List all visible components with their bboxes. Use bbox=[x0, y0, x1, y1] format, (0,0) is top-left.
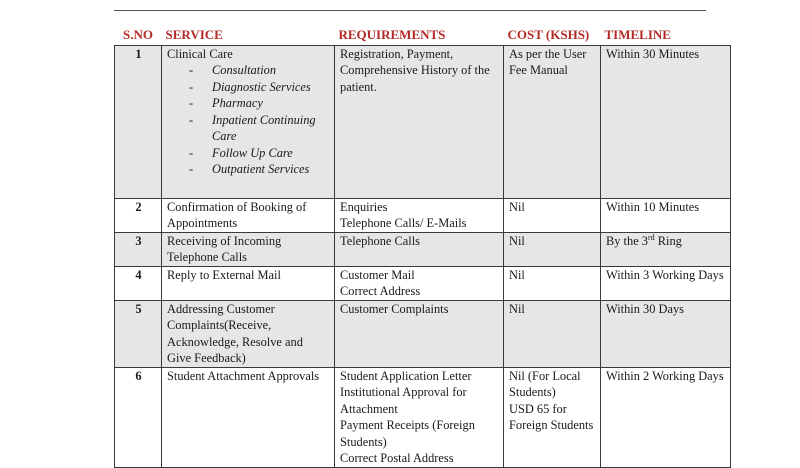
row-service: Confirmation of Booking of Appointments bbox=[162, 198, 335, 232]
row-sno: 4 bbox=[115, 266, 162, 300]
sub-service-item: - Inpatient Continuing Care bbox=[189, 112, 330, 145]
requirement-line: Customer Complaints bbox=[340, 301, 449, 316]
table-row bbox=[115, 367, 731, 467]
table-row bbox=[115, 198, 731, 232]
service-title: Clinical Care bbox=[167, 46, 233, 61]
row-sno: 5 bbox=[115, 300, 162, 367]
row-service: Addressing Customer Complaints(Receive, Acknowledge, Resolve and Give Feedback) bbox=[162, 300, 335, 367]
requirement-line: Registration, Payment, Comprehensive History of the patient. bbox=[340, 46, 490, 94]
header-timeline: TIMELINE bbox=[601, 25, 731, 45]
row-cost bbox=[504, 232, 601, 266]
sub-service-item: - Consultation bbox=[189, 62, 330, 79]
ordinal-suffix: rd bbox=[648, 232, 655, 242]
header-service: SERVICE bbox=[162, 25, 335, 45]
requirement-line: Enquiries bbox=[340, 199, 388, 214]
sub-service-item: - Pharmacy bbox=[189, 95, 330, 112]
cost-line: Nil bbox=[509, 301, 525, 316]
header-row bbox=[115, 25, 731, 45]
header-requirements: REQUIREMENTS bbox=[335, 25, 504, 45]
row-timeline: Within 3 Working Days bbox=[601, 266, 731, 300]
row-cost bbox=[504, 300, 601, 367]
table-row bbox=[115, 232, 731, 266]
row-service bbox=[162, 45, 335, 198]
row-cost bbox=[504, 198, 601, 232]
row-cost bbox=[504, 266, 601, 300]
cost-line: As per the User Fee Manual bbox=[509, 46, 587, 77]
sub-service-item: - Diagnostic Services bbox=[189, 79, 330, 96]
cost-line: Nil bbox=[509, 233, 525, 248]
row-service: Student Attachment Approvals bbox=[162, 367, 335, 467]
requirement-line: Telephone Calls bbox=[340, 233, 420, 248]
requirement-line: Institutional Approval for Attachment bbox=[340, 385, 467, 416]
sub-service-list bbox=[167, 62, 330, 178]
row-timeline: Within 2 Working Days bbox=[601, 367, 731, 467]
requirement-line: Customer Mail bbox=[340, 267, 415, 282]
top-rule bbox=[114, 10, 706, 11]
row-sno: 2 bbox=[115, 198, 162, 232]
table-row bbox=[115, 300, 731, 367]
header-sno: S.NO bbox=[115, 25, 162, 45]
row-timeline: Within 10 Minutes bbox=[601, 198, 731, 232]
requirement-line: Telephone Calls/ E-Mails bbox=[340, 216, 467, 230]
row-requirements bbox=[335, 45, 504, 198]
service-charter-table bbox=[114, 25, 731, 468]
header-cost: COST (KSHS) bbox=[504, 25, 601, 45]
table-row bbox=[115, 266, 731, 300]
row-sno: 1 bbox=[115, 45, 162, 198]
row-requirements bbox=[335, 232, 504, 266]
row-sno: 6 bbox=[115, 367, 162, 467]
row-cost bbox=[504, 45, 601, 198]
row-requirements bbox=[335, 300, 504, 367]
requirement-line: Correct Postal Address bbox=[340, 451, 454, 465]
row-service: Reply to External Mail bbox=[162, 266, 335, 300]
cost-line: USD 65 for Foreign Students bbox=[509, 401, 594, 432]
cost-line: Nil bbox=[509, 199, 525, 214]
sub-service-item: - Outpatient Services bbox=[189, 161, 330, 178]
requirement-line: Payment Receipts (Foreign Students) bbox=[340, 418, 475, 449]
row-timeline bbox=[601, 232, 731, 266]
row-cost bbox=[504, 367, 601, 467]
row-requirements bbox=[335, 198, 504, 232]
cost-line: Nil (For Local Students) bbox=[509, 368, 581, 399]
row-sno: 3 bbox=[115, 232, 162, 266]
timeline-text: Ring bbox=[654, 233, 682, 248]
table-row bbox=[115, 45, 731, 198]
cost-line: Nil bbox=[509, 267, 525, 282]
row-requirements bbox=[335, 266, 504, 300]
requirement-line: Student Application Letter bbox=[340, 368, 472, 383]
requirement-line: Correct Address bbox=[340, 284, 421, 298]
sub-service-item: - Follow Up Care bbox=[189, 145, 330, 162]
row-requirements bbox=[335, 367, 504, 467]
timeline-text: By the 3 bbox=[606, 233, 648, 248]
row-service: Receiving of Incoming Telephone Calls bbox=[162, 232, 335, 266]
row-timeline: Within 30 Days bbox=[601, 300, 731, 367]
row-timeline: Within 30 Minutes bbox=[601, 45, 731, 198]
